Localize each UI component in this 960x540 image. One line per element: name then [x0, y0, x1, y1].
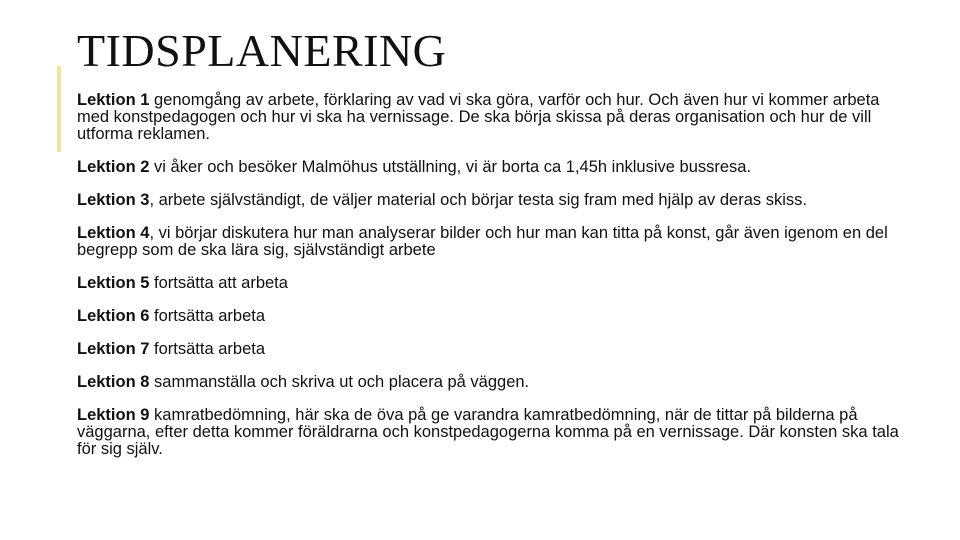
lesson-label: Lektion 9: [77, 406, 150, 424]
lesson-label: Lektion 3: [77, 191, 150, 209]
accent-bar: [57, 66, 61, 152]
lesson-item-6: [77, 308, 907, 325]
lesson-text: genomgång av arbete, förklaring av vad vi ska göra, varför och hur. Och även hur vi kommer arbeta med konstpedagogen och hur vi ska ha vernissage. De ska börja skissa på deras organisation och hur de vill utforma reklamen.: [77, 91, 880, 143]
lesson-label: Lektion 6: [77, 307, 150, 325]
lesson-label: Lektion 5: [77, 274, 150, 292]
lesson-item-1: [77, 92, 907, 143]
lesson-list: [77, 92, 907, 474]
lesson-text: fortsätta arbeta: [149, 340, 266, 358]
lesson-item-3: [77, 192, 907, 209]
lesson-item-4: [77, 225, 907, 259]
lesson-text: sammanställa och skriva ut och placera på väggen.: [149, 373, 530, 391]
lesson-label: Lektion 4: [77, 224, 150, 242]
lesson-label: Lektion 2: [77, 158, 150, 176]
lesson-text: , vi börjar diskutera hur man analyserar bilder och hur man kan titta på konst, går även igenom en del begrepp som de ska lära sig, självständigt arbete: [77, 224, 888, 259]
lesson-item-8: [77, 374, 907, 391]
slide-title: TIDSPLANERING: [77, 25, 447, 76]
lesson-item-9: [77, 407, 907, 458]
lesson-text: fortsätta arbeta: [149, 307, 266, 325]
lesson-label: Lektion 1: [77, 91, 150, 109]
lesson-text: kamratbedömning, här ska de öva på ge varandra kamratbedömning, när de tittar på bilderna på väggarna, efter detta kommer föräldrarna och konstpedagogerna komma på en vernissage. Där konsten ska tala för sig själv.: [77, 406, 899, 458]
lesson-text: , arbete självständigt, de väljer material och börjar testa sig fram med hjälp av deras skiss.: [149, 191, 807, 209]
lesson-label: Lektion 8: [77, 373, 150, 391]
lesson-item-2: [77, 159, 907, 176]
lesson-label: Lektion 7: [77, 340, 150, 358]
lesson-item-5: [77, 275, 907, 292]
lesson-text: vi åker och besöker Malmöhus utställning, vi är borta ca 1,45h inklusive bussresa.: [149, 158, 752, 176]
lesson-text: fortsätta att arbeta: [149, 274, 288, 292]
lesson-item-7: [77, 341, 907, 358]
